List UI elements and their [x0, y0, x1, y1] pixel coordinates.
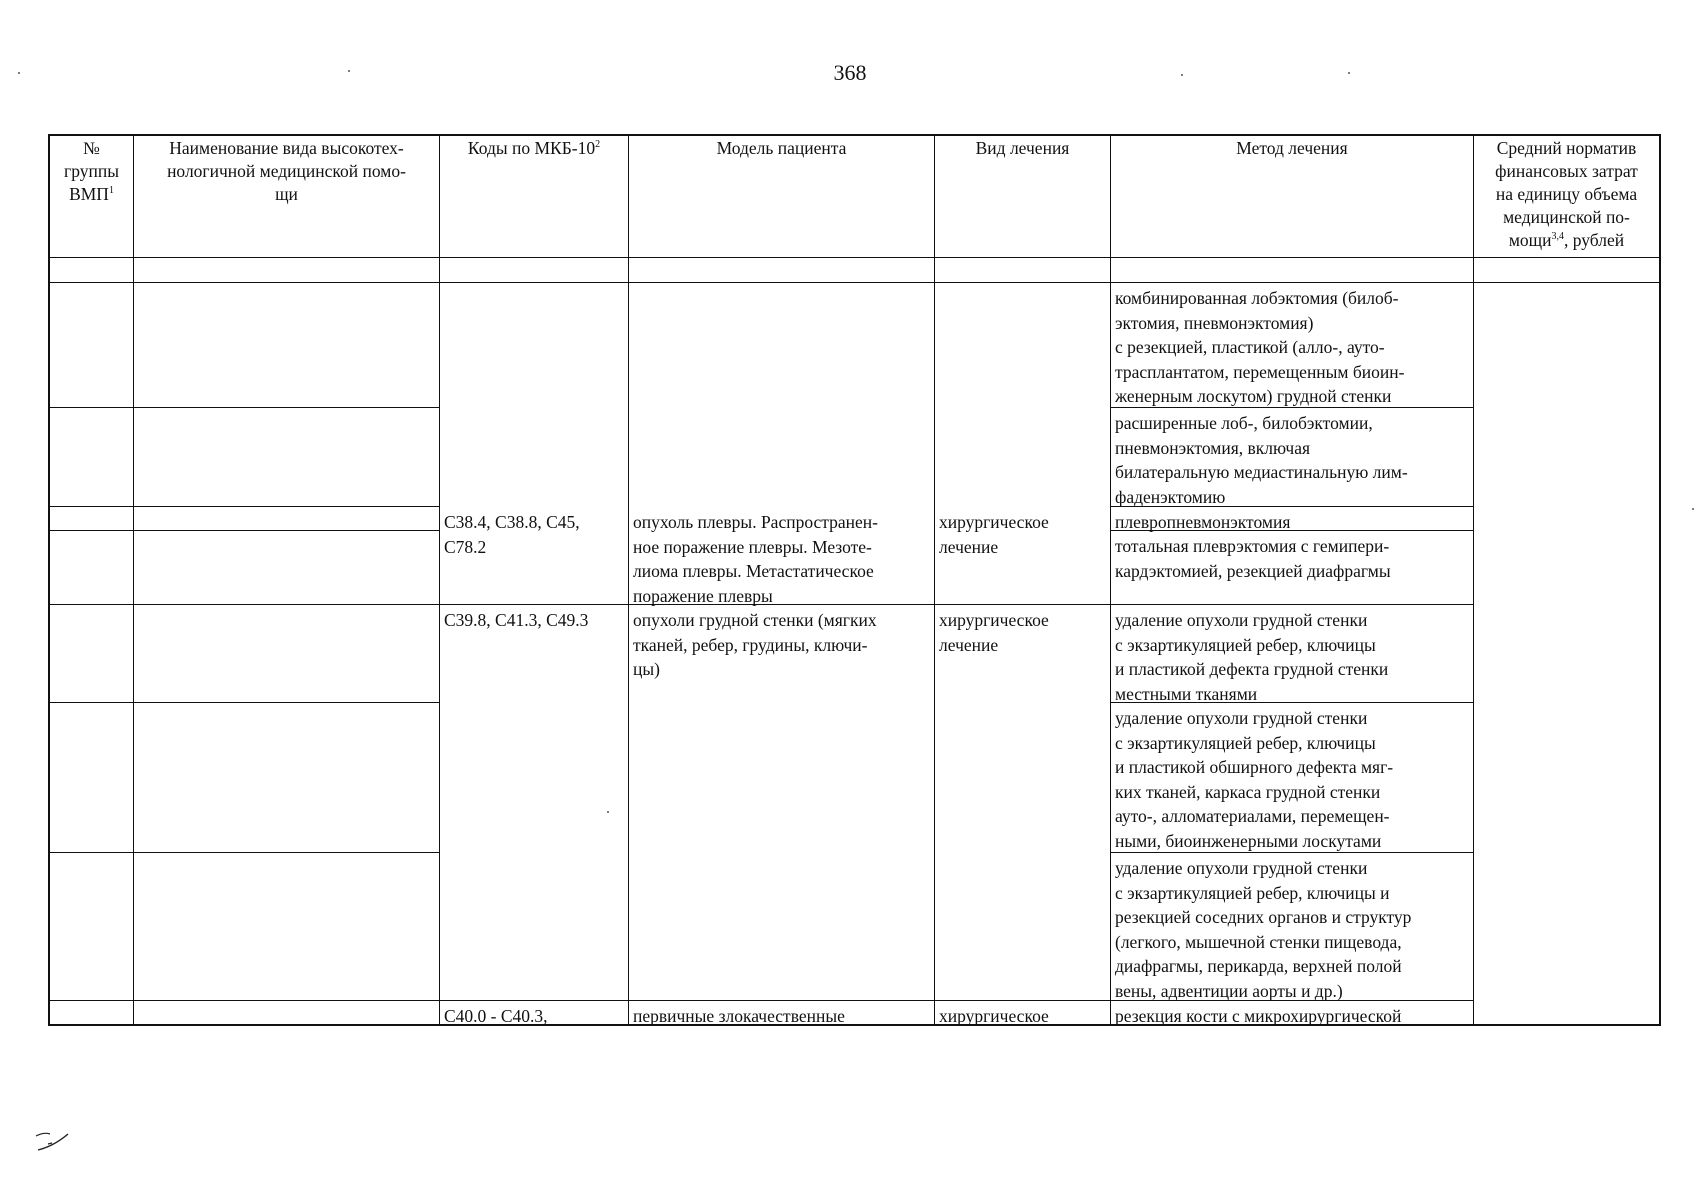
method-combined-lobectomy: комбинированная лобэктомия (билоб- эктомия, пневмонэктомия) с резекцией, пластикой (алло-, ауто- трасплантатом, перемещенным биоин- женерным лоскутом) грудной стенки [1115, 288, 1405, 406]
table-rule [934, 134, 935, 1026]
table-rule [48, 282, 1660, 283]
scan-speck [607, 811, 609, 813]
scan-speck [1181, 74, 1183, 76]
icd-codes-pleura: C38.4, C38.8, C45, C78.2 [444, 512, 580, 557]
scan-speck [1692, 508, 1694, 510]
patient-model-pleura: опухоль плевры. Распространен- ное поражение плевры. Мезоте- лиома плевры. Метастатическое поражение плевры [633, 512, 878, 606]
treatment-type-pleura: хирургическое лечение [939, 512, 1049, 557]
method-extended-lobectomy: расширенные лоб-, билобэктомии, пневмонэктомия, включая билатеральную медиастинальную лим- фаденэктомию [1115, 413, 1408, 507]
header-cost-standard: Средний норматив финансовых затрат на единицу объема медицинской по- мощи$^{3,4}$, рублей [1495, 138, 1638, 250]
header-icd-codes: Коды по МКБ-$10^2$ [467, 138, 601, 158]
table-border-right [1659, 134, 1661, 1026]
treatment-type-chest-wall: хирургическое лечение [939, 610, 1049, 655]
table-rule [48, 530, 440, 531]
method-pleuropneumonectomy: плевропневмонэктомия [1115, 512, 1291, 532]
table-rule [48, 407, 440, 408]
scan-speck [348, 70, 350, 72]
table-rule [48, 702, 440, 703]
patient-model-chest-wall: опухоли грудной стенки (мягких тканей, ребер, грудины, ключи- цы) [633, 610, 877, 679]
header-group-number: № группы ВМП$^1$ [64, 138, 119, 204]
signature-mark [34, 1130, 74, 1166]
scan-speck [18, 72, 20, 74]
table-border-left [48, 134, 50, 1026]
icd-codes-bone: C40.0 - C40.3, [444, 1006, 548, 1026]
table-rule [439, 134, 440, 1026]
header-care-type-name: Наименование вида высокотех- нологичной медицинской помо- щи [167, 138, 406, 204]
method-chest-wall-extensive-defect: удаление опухоли грудной стенки с экзартикуляцией ребер, ключицы и пластикой обширного дефекта мяг- ких тканей, каркаса грудной стенки ауто-, алломатериалами, перемещен- ными, биоинженерными лоскутами [1115, 708, 1394, 851]
header-treatment-method: Метод лечения [1236, 138, 1348, 158]
method-total-pleurectomy: тотальная плеврэктомия с гемипери- кардэктомией, резекцией диафрагмы [1115, 536, 1391, 581]
patient-model-bone: первичные злокачественные [633, 1006, 845, 1026]
table-rule [1473, 134, 1474, 1026]
scan-speck [1348, 72, 1350, 74]
table-rule [48, 257, 1660, 258]
header-treatment-type: Вид лечения [975, 138, 1070, 158]
table-rule [133, 134, 134, 1026]
icd-codes-chest-wall: C39.8, C41.3, C49.3 [444, 610, 589, 630]
header-patient-model: Модель пациента [716, 138, 847, 158]
table-border-top [48, 134, 1660, 136]
treatment-type-bone: хирургическое [939, 1006, 1049, 1026]
method-bone-resection: резекция кости с микрохирургической [1115, 1006, 1402, 1026]
method-chest-wall-local-tissue: удаление опухоли грудной стенки с экзартикуляцией ребер, ключицы и пластикой дефекта грудной стенки местными тканями [1115, 610, 1389, 704]
table-rule [48, 506, 440, 507]
page-number: 368 [833, 60, 867, 85]
table-rule [48, 852, 440, 853]
method-chest-wall-adjacent-organs: удаление опухоли грудной стенки с экзартикуляцией ребер, ключицы и резекцией соседних органов и структур (легкого, мышечной стенки пищевода, диафрагмы, перикарда, верхней полой вены, адвентиции аорты и др.) [1115, 858, 1412, 1001]
